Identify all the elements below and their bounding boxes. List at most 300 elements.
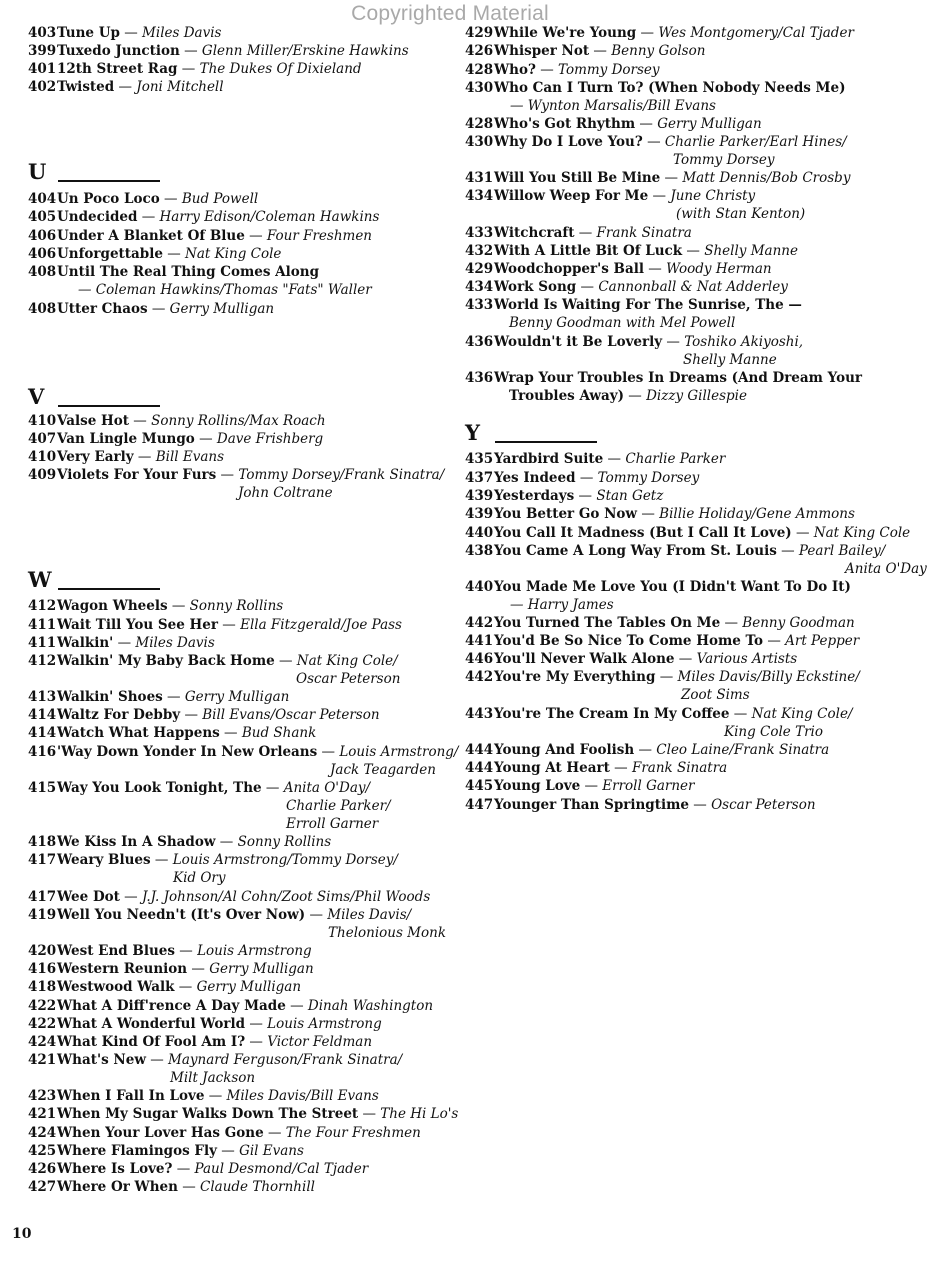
section-rule: [58, 588, 160, 590]
artist: Dave Frishberg: [216, 431, 324, 447]
song-title: Willow Weep For Me: [494, 188, 649, 204]
artist-continuation: — Wynton Marsalis/Bill Evans: [510, 98, 716, 114]
artist: The Dukes Of Dixieland: [199, 61, 362, 77]
separator: —: [119, 889, 142, 905]
separator: —: [129, 413, 152, 429]
artist: Billie Holiday/Gene Ammons: [659, 506, 855, 522]
song-title: You Turned The Tables On Me: [494, 615, 721, 631]
list-item: [28, 24, 458, 42]
artist-continuation: Jack Teagarden: [330, 762, 436, 778]
page-ref: 440: [465, 525, 494, 541]
artist-continuation: Anita O'Day: [845, 561, 927, 577]
artist: Art Pepper: [785, 633, 860, 649]
list-item: [28, 263, 458, 298]
artist: Louis Armstrong: [267, 1016, 382, 1032]
list-item: [28, 833, 458, 851]
song-title: Tuxedo Junction: [57, 43, 180, 59]
song-title: When I Fall In Love: [57, 1088, 205, 1104]
separator: —: [133, 449, 156, 465]
artist: Louis Armstrong/Tommy Dorsey/: [172, 852, 398, 868]
artist: Woody Herman: [666, 261, 772, 277]
artist: Bud Powell: [181, 191, 259, 207]
separator: —: [655, 669, 678, 685]
artist: Paul Desmond/Cal Tjader: [194, 1161, 369, 1177]
separator: —: [194, 431, 217, 447]
separator: —: [317, 744, 340, 760]
list-item: [465, 42, 895, 60]
page-ref: 436: [465, 334, 494, 350]
page-ref: 428: [465, 62, 494, 78]
song-title: Weary Blues: [57, 852, 151, 868]
separator: —: [167, 598, 190, 614]
page-ref: 423: [28, 1088, 57, 1104]
song-title: 'Way Down Yonder In New Orleans: [57, 744, 318, 760]
separator: —: [159, 191, 182, 207]
list-item: [465, 187, 895, 222]
artist-continuation: Thelonious Monk: [328, 925, 447, 941]
page-ref: 430: [465, 80, 494, 96]
artist-continuation: Oscar Peterson: [296, 671, 401, 687]
list-item: [28, 78, 458, 96]
page-ref: 405: [28, 209, 57, 225]
page-ref: 444: [465, 760, 494, 776]
separator: —: [177, 61, 200, 77]
song-title: When Your Lover Has Gone: [57, 1125, 264, 1141]
page-ref: 415: [28, 780, 57, 796]
artist: Maynard Ferguson/Frank Sinatra/: [168, 1052, 403, 1068]
page-ref: 442: [465, 669, 494, 685]
song-title: Un Poco Loco: [57, 191, 160, 207]
page-ref: 427: [28, 1179, 57, 1195]
song-title: World Is Waiting For The Sunrise, The —: [494, 297, 802, 313]
page-ref: 409: [28, 467, 57, 483]
song-title: Western Reunion: [57, 961, 188, 977]
artist: Pearl Bailey/: [798, 543, 886, 559]
artist: Gerry Mulligan: [184, 689, 290, 705]
list-item: [465, 469, 895, 487]
song-title: What Kind Of Fool Am I?: [57, 1034, 246, 1050]
list-item: [465, 668, 895, 703]
artist: Gil Evans: [239, 1143, 304, 1159]
page-number: 10: [12, 1226, 32, 1242]
list-item: [28, 997, 458, 1015]
list-item: [465, 578, 895, 613]
separator: —: [216, 1143, 240, 1159]
list-item: [28, 412, 458, 430]
separator: —: [245, 1016, 268, 1032]
list-item: [465, 333, 895, 368]
song-title: Witchcraft: [494, 225, 575, 241]
page-ref: 444: [465, 742, 494, 758]
list-item: [28, 960, 458, 978]
artist-continuation: Tommy Dorsey: [673, 152, 775, 168]
artist: Nat King Cole: [813, 525, 911, 541]
artist: Ella Fitzgerald/Joe Pass: [240, 617, 402, 633]
separator: —: [174, 943, 198, 959]
artist: Bud Shank: [241, 725, 317, 741]
separator: —: [147, 301, 170, 317]
song-title: Westwood Walk: [57, 979, 175, 995]
list-item: [28, 1178, 458, 1196]
artist: Toshiko Akiyoshi,: [684, 334, 804, 350]
section-letter-text: W: [28, 567, 52, 592]
song-title: Walkin': [57, 635, 114, 651]
list-item: [465, 614, 895, 632]
page-ref: 411: [28, 617, 57, 633]
list-item: [465, 24, 895, 42]
separator: —: [216, 467, 239, 483]
page-ref: 426: [465, 43, 494, 59]
artist-continuation: (with Stan Kenton): [676, 206, 806, 222]
page-ref: 446: [465, 651, 494, 667]
separator: —: [177, 1179, 201, 1195]
artist: June Christy: [670, 188, 756, 204]
separator: —: [204, 1088, 227, 1104]
artist: Oscar Peterson: [711, 797, 816, 813]
section-letter-text: U: [28, 159, 47, 184]
separator: —: [575, 470, 598, 486]
section-letter: [465, 421, 605, 445]
separator: —: [689, 797, 712, 813]
song-title: Whisper Not: [494, 43, 590, 59]
page-ref: 429: [465, 261, 494, 277]
song-title: You'll Never Walk Alone: [494, 651, 675, 667]
song-title: Wouldn't it Be Loverly: [494, 334, 663, 350]
separator: —: [643, 261, 667, 277]
list-item: [465, 542, 927, 577]
list-item: [28, 430, 458, 448]
page-ref: 407: [28, 431, 57, 447]
page-ref: 401: [28, 61, 57, 77]
list-item: [28, 743, 459, 778]
song-title: Where Or When: [57, 1179, 178, 1195]
separator: —: [137, 209, 160, 225]
song-title: Waltz For Debby: [57, 707, 181, 723]
artist: Sonny Rollins: [237, 834, 332, 850]
separator: —: [187, 961, 210, 977]
page-ref: 416: [28, 961, 57, 977]
artist: Tommy Dorsey: [558, 62, 660, 78]
artist: Victor Feldman: [267, 1034, 373, 1050]
artist: Stan Getz: [596, 488, 664, 504]
separator: —: [113, 635, 136, 651]
artist: Gerry Mulligan: [209, 961, 314, 977]
artist: Miles Davis: [135, 635, 215, 651]
page-ref: 410: [28, 413, 57, 429]
song-title: Until The Real Thing Comes Along: [57, 264, 320, 280]
list-item: [28, 1051, 458, 1086]
artist: Tommy Dorsey: [597, 470, 700, 486]
page-ref: 414: [28, 707, 57, 723]
artist: Four Freshmen: [266, 228, 373, 244]
page-ref: 442: [465, 615, 494, 631]
list-item: [465, 487, 895, 505]
watermark: Copyrighted Material: [351, 2, 549, 25]
artist: Sonny Rollins/Max Roach: [151, 413, 326, 429]
artist: Miles Davis/: [327, 907, 412, 923]
song-title: Work Song: [494, 279, 577, 295]
list-item: [28, 1142, 458, 1160]
artist-continuation: John Coltrane: [238, 485, 333, 501]
separator: —: [263, 1125, 286, 1141]
song-title: West End Blues: [57, 943, 175, 959]
separator: —: [636, 25, 659, 41]
page-ref: 425: [28, 1143, 57, 1159]
artist: Gerry Mulligan: [196, 979, 302, 995]
song-title: We Kiss In A Shadow: [57, 834, 216, 850]
artist-continuation: Kid Ory: [173, 870, 226, 886]
list-item: [465, 650, 895, 668]
separator: —: [791, 525, 814, 541]
list-item: [28, 906, 458, 941]
separator: —: [642, 134, 665, 150]
artist: Frank Sinatra: [631, 760, 728, 776]
artist: Cleo Laine/Frank Sinatra: [656, 742, 830, 758]
artist-continuation: Erroll Garner: [286, 816, 379, 832]
song-title: Watch What Happens: [57, 725, 220, 741]
song-title: Very Early: [57, 449, 134, 465]
list-item: [28, 208, 458, 226]
song-title: Wee Dot: [57, 889, 120, 905]
song-title: Who's Got Rhythm: [494, 116, 636, 132]
page-ref: 422: [28, 998, 57, 1014]
section-letter-text: V: [28, 384, 45, 409]
song-title: Who?: [494, 62, 536, 78]
page-ref: 445: [465, 778, 494, 794]
list-item: [28, 851, 458, 886]
list-item: [465, 260, 895, 278]
list-item: [465, 79, 895, 114]
song-title: Yes Indeed: [494, 470, 576, 486]
page-ref: 399: [28, 43, 57, 59]
separator: —: [174, 979, 197, 995]
artist: Various Artists: [696, 651, 798, 667]
list-item: [465, 369, 895, 404]
artist: Nat King Cole/: [296, 653, 398, 669]
separator: —: [574, 488, 597, 504]
list-item: [465, 777, 895, 795]
list-item: [28, 724, 458, 742]
page-ref: 447: [465, 797, 494, 813]
page-ref: 417: [28, 852, 57, 868]
separator: —: [218, 617, 241, 633]
artist: Wes Montgomery/Cal Tjader: [658, 25, 854, 41]
artist-continuation: Charlie Parker/: [286, 798, 391, 814]
list-item: [28, 706, 458, 724]
separator: —: [145, 1052, 169, 1068]
artist: Shelly Manne: [704, 243, 798, 259]
page-ref: 431: [465, 170, 494, 186]
artist: Nat King Cole: [185, 246, 282, 262]
separator: —: [648, 188, 671, 204]
separator: —: [535, 62, 558, 78]
page-ref: 418: [28, 834, 57, 850]
list-item: [28, 688, 458, 706]
song-title: Way You Look Tonight, The: [57, 780, 262, 796]
separator: —: [720, 615, 743, 631]
song-title: You're The Cream In My Coffee: [494, 706, 730, 722]
artist-continuation: Shelly Manne: [683, 352, 777, 368]
separator: —: [776, 543, 799, 559]
list-item: [465, 115, 895, 133]
artist-continuation: Zoot Sims: [681, 687, 750, 703]
page-ref: 424: [28, 1125, 57, 1141]
separator: —: [674, 651, 697, 667]
separator: —: [215, 834, 238, 850]
song-title: You Better Go Now: [494, 506, 638, 522]
list-item: [28, 634, 458, 652]
artist-continuation: Milt Jackson: [170, 1070, 256, 1086]
list-item: [465, 632, 895, 650]
page-ref: 440: [465, 579, 494, 595]
separator: —: [114, 79, 137, 95]
list-item: [28, 597, 458, 615]
song-title: Woodchopper's Ball: [494, 261, 644, 277]
separator: —: [603, 451, 626, 467]
song-title: Valse Hot: [57, 413, 129, 429]
artist: Cannonball & Nat Adderley: [598, 279, 788, 295]
song-title: Violets For Your Furs: [57, 467, 217, 483]
artist: Dinah Washington: [307, 998, 434, 1014]
song-title: What's New: [57, 1052, 146, 1068]
page-ref: 435: [465, 451, 494, 467]
artist: Charlie Parker/Earl Hines/: [664, 134, 847, 150]
separator: —: [660, 170, 683, 186]
page-ref: 403: [28, 25, 57, 41]
artist: Frank Sinatra: [596, 225, 692, 241]
list-item: [465, 505, 895, 523]
list-item: [28, 190, 458, 208]
song-title: Wait Till You See Her: [57, 617, 218, 633]
song-title: Why Do I Love You?: [494, 134, 643, 150]
song-title: You Made Me Love You (I Didn't Want To Do It): [494, 579, 851, 595]
list-item: [28, 978, 458, 996]
song-title: Younger Than Springtime: [494, 797, 689, 813]
list-item: [28, 942, 458, 960]
artist: Bill Evans: [155, 449, 225, 465]
artist: Sonny Rollins: [189, 598, 284, 614]
artist-continuation: King Cole Trio: [724, 724, 823, 740]
artist: Louis Armstrong/: [339, 744, 459, 760]
list-item: [465, 278, 895, 296]
list-item: [28, 652, 458, 687]
list-item: [28, 1087, 458, 1105]
song-title: Where Is Love?: [57, 1161, 173, 1177]
list-item: [28, 1124, 458, 1142]
list-item: [465, 296, 895, 331]
artist: Claude Thornhill: [200, 1179, 315, 1195]
song-title: Walkin' Shoes: [57, 689, 163, 705]
separator: —: [162, 689, 185, 705]
page-ref: 441: [465, 633, 494, 649]
artist: Miles Davis/Bill Evans: [226, 1088, 379, 1104]
song-title: Wagon Wheels: [57, 598, 168, 614]
list-item: [465, 224, 895, 242]
artist: Dizzy Gillespie: [646, 388, 747, 404]
list-item: [28, 1105, 458, 1123]
separator: —: [150, 852, 173, 868]
artist: Miles Davis/Billy Eckstine/: [677, 669, 860, 685]
list-item: [28, 42, 458, 60]
page-ref: 426: [28, 1161, 57, 1177]
section-letter: [28, 160, 168, 184]
list-item: [465, 61, 895, 79]
song-title: You Came A Long Way From St. Louis: [494, 543, 777, 559]
separator: —: [261, 780, 284, 796]
page-ref: 433: [465, 297, 494, 313]
page-ref: 413: [28, 689, 57, 705]
song-title: Twisted: [57, 79, 115, 95]
page-ref: 424: [28, 1034, 57, 1050]
page-ref: 439: [465, 488, 494, 504]
song-title: Where Flamingos Fly: [57, 1143, 217, 1159]
list-item: [28, 1160, 458, 1178]
separator: —: [179, 43, 202, 59]
separator: —: [285, 998, 308, 1014]
separator: —: [274, 653, 297, 669]
list-item: [28, 1033, 458, 1051]
page-ref: 422: [28, 1016, 57, 1032]
list-item: [465, 796, 895, 814]
list-item: [28, 616, 458, 634]
list-item: [28, 466, 458, 501]
page-ref: 408: [28, 301, 57, 317]
song-title: With A Little Bit Of Luck: [494, 243, 683, 259]
separator: —: [162, 246, 186, 262]
artist: The Four Freshmen: [285, 1125, 421, 1141]
song-title: Young At Heart: [494, 760, 610, 776]
section-rule: [58, 180, 160, 182]
separator: —: [637, 506, 660, 522]
list-item: [465, 242, 895, 260]
separator: —: [245, 1034, 268, 1050]
list-item: [465, 450, 895, 468]
separator: —: [580, 778, 603, 794]
artist: Nat King Cole/: [751, 706, 853, 722]
artist: Matt Dennis/Bob Crosby: [682, 170, 851, 186]
list-item: [28, 779, 458, 832]
page-ref: 412: [28, 598, 57, 614]
list-item: [28, 888, 458, 906]
separator: —: [358, 1106, 381, 1122]
list-item: [465, 524, 911, 542]
list-item: [28, 245, 458, 263]
song-title: Unforgettable: [57, 246, 163, 262]
separator: —: [763, 633, 786, 649]
list-item: [28, 227, 458, 245]
page-ref: 416: [28, 744, 57, 760]
page-ref: 414: [28, 725, 57, 741]
separator: —: [219, 725, 242, 741]
page-ref: 429: [465, 25, 494, 41]
artist: Joni Mitchell: [136, 79, 224, 95]
page-ref: 411: [28, 635, 57, 651]
separator: —: [662, 334, 685, 350]
page-ref: 408: [28, 264, 57, 280]
artist: Anita O'Day/: [283, 780, 371, 796]
page-ref: 406: [28, 228, 57, 244]
list-item: [28, 300, 458, 318]
title-continuation: Troubles Away): [509, 388, 624, 404]
artist: Benny Golson: [611, 43, 706, 59]
page-ref: 402: [28, 79, 57, 95]
page-ref: 421: [28, 1052, 57, 1068]
list-item: [465, 741, 895, 759]
song-title: When My Sugar Walks Down The Street: [57, 1106, 359, 1122]
list-item: [28, 448, 458, 466]
page-ref: 438: [465, 543, 494, 559]
song-title: Young And Foolish: [494, 742, 635, 758]
